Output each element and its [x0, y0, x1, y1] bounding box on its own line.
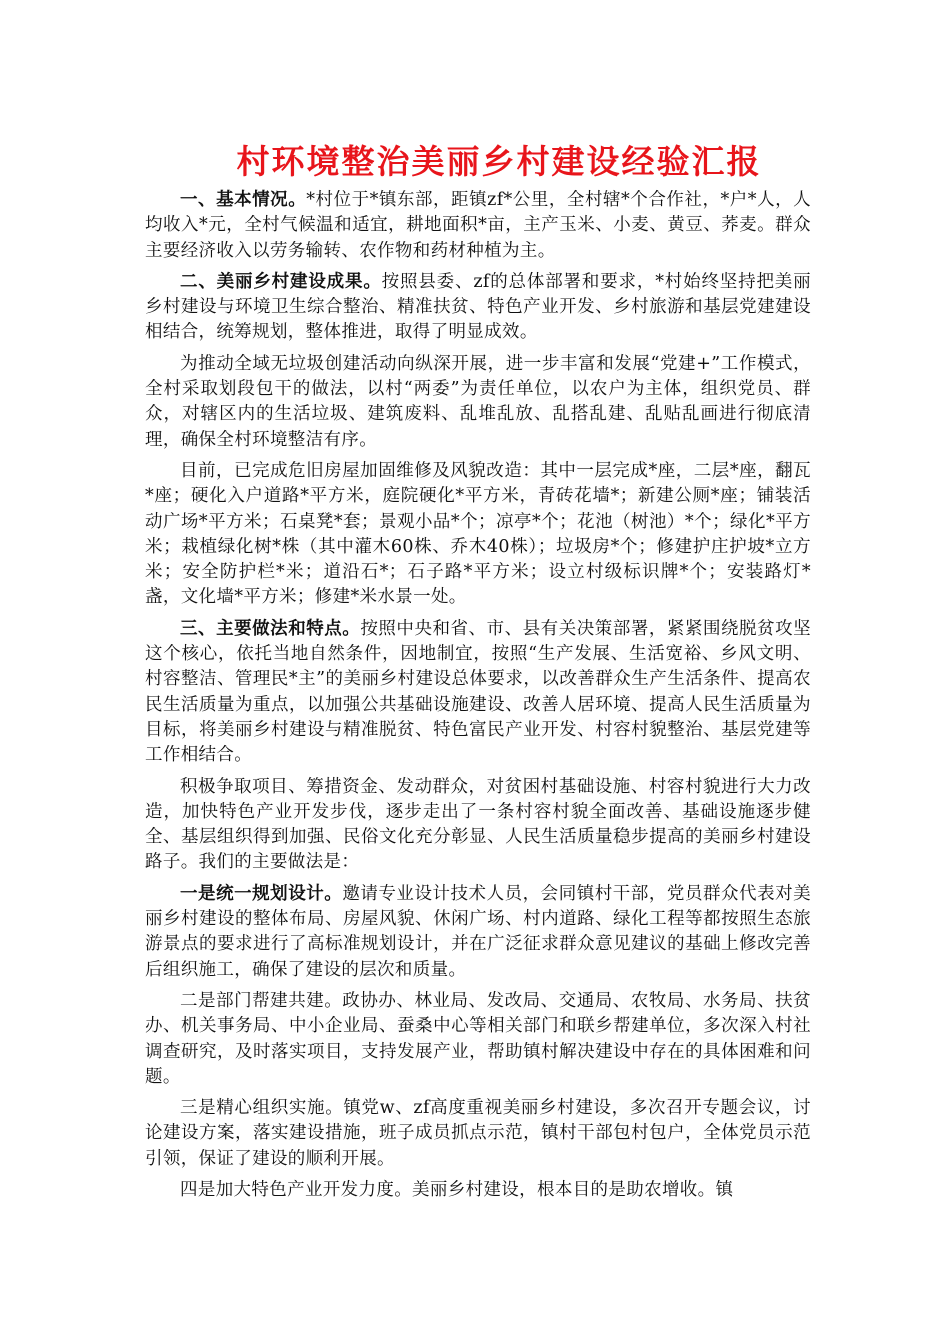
paragraph-text: 按照中央和省、市、县有关决策部署，紧紧围绕脱贫攻坚这个核心，依托当地自然条件，因地制宜，按照“生产发展、生活宽裕、乡风文明、村容整洁、管理民*主”的美丽乡村建设总体要求，以改善群众生产生活条件、提高农民生活质量为重点，以加强公共基础设施建设、改善人居环境、提高人民生活质量为目标，将美丽乡村建设与精准脱贫、特色富民产业开发、村容村貌整治、基层党建等工作相结合。 [145, 618, 812, 766]
paragraph-basic-info [145, 188, 811, 264]
section-heading: 三、主要做法和特点。 [180, 618, 361, 639]
paragraph-text: 为推动全域无垃圾创建活动向纵深开展，进一步丰富和发展“党建+”工作模式，全村采取划段包干的做法，以村“两委”为责任单位，以农户为主体，组织党员、群众，对辖区内的生活垃圾、建筑废料、乱堆乱放、乱搭乱建、乱贴乱画进行彻底清理，确保全村环境整洁有序。 [145, 353, 811, 450]
paragraph-text: 四是加大特色产业开发力度。美丽乡村建设，根本目的是助农增收。镇 [180, 1179, 734, 1200]
section-heading: 一、基本情况。 [180, 190, 307, 210]
section-heading: 二、美丽乡村建设成果。 [180, 271, 382, 292]
paragraph-achievements [145, 270, 811, 346]
paragraph-industry [145, 1178, 811, 1203]
paragraph-progress [145, 459, 811, 611]
paragraph-text: 二是部门帮建共建。政协办、林业局、发改局、交通局、农牧局、水务局、扶贫办、机关事务局、中小企业局、蚕桑中心等相关部门和联乡帮建单位，多次深入村社调查研究，及时落实项目，支持发展产业，帮助镇村解决建设中存在的具体困难和问题。 [145, 990, 811, 1087]
paragraph-text: *村位于*镇东部，距镇zf*公里，全村辖*个合作社，*户*人，人均收入*元，全村气候温和适宜，耕地面积*亩，主产玉米、小麦、黄豆、荞麦。群众主要经济收入以劳务输转、农作物和药材种植为主。 [145, 190, 811, 261]
subsection-heading: 一是统一规划设计。 [180, 883, 343, 904]
paragraph-text: 邀请专业设计技术人员，会同镇村干部，党员群众代表对美丽乡村建设的整体布局、房屋风貌、休闲广场、村内道路、绿化工程等都按照生态旅游景点的要求进行了高标准规划设计，并在广泛征求群众意见建议的基础上修改完善后组织施工，确保了建设的层次和质量。 [145, 883, 811, 980]
paragraph-planning [145, 882, 811, 983]
paragraph-text: 按照县委、zf的总体部署和要求，*村始终坚持把美丽乡村建设与环境卫生综合整治、精准扶贫、特色产业开发、乡村旅游和基层党建建设相结合，统筹规划，整体推进，取得了明显成效。 [145, 271, 811, 343]
paragraph-projects [145, 775, 811, 876]
document-body [145, 188, 811, 1209]
paragraph-text: 目前，已完成危旧房屋加固维修及风貌改造：其中一层完成*座，二层*座，翻瓦*座；硬化入户道路*平方米，庭院硬化*平方米，青砖花墙*；新建公厕*座；铺装活动广场*平方米；石桌凳*套；景观小品*个；凉亭*个；花池（树池）*个；绿化*平方米；栽植绿化树*株（其中灌木60株、乔木40株）；垃圾房*个；修建护庄护坡*立方米；安全防护栏*米；道沿石*；石子路*平方米；设立村级标识牌*个；安装路灯*盏，文化墙*平方米；修建*米水景一处。 [145, 460, 811, 608]
paragraph-methods [145, 617, 811, 769]
paragraph-departments [145, 989, 811, 1090]
paragraph-text: 积极争取项目、筹措资金、发动群众，对贫困村基础设施、村容村貌进行大力改造，加快特色产业开发步伐，逐步走出了一条村容村貌全面改善、基础设施逐步健全、基层组织得到加强、民俗文化充分彰显、人民生活质量稳步提高的美丽乡村建设路子。我们的主要做法是： [145, 776, 811, 873]
document-title: 村环境整治美丽乡村建设经验汇报 [236, 142, 762, 181]
paragraph-implementation [145, 1096, 811, 1172]
paragraph-garbage-cleanup [145, 352, 811, 453]
paragraph-text: 三是精心组织实施。镇党w、zf高度重视美丽乡村建设，多次召开专题会议，讨论建设方案，落实建设措施，班子成员抓点示范，镇村干部包村包户，全体党员示范引领，保证了建设的顺利开展。 [145, 1098, 811, 1169]
